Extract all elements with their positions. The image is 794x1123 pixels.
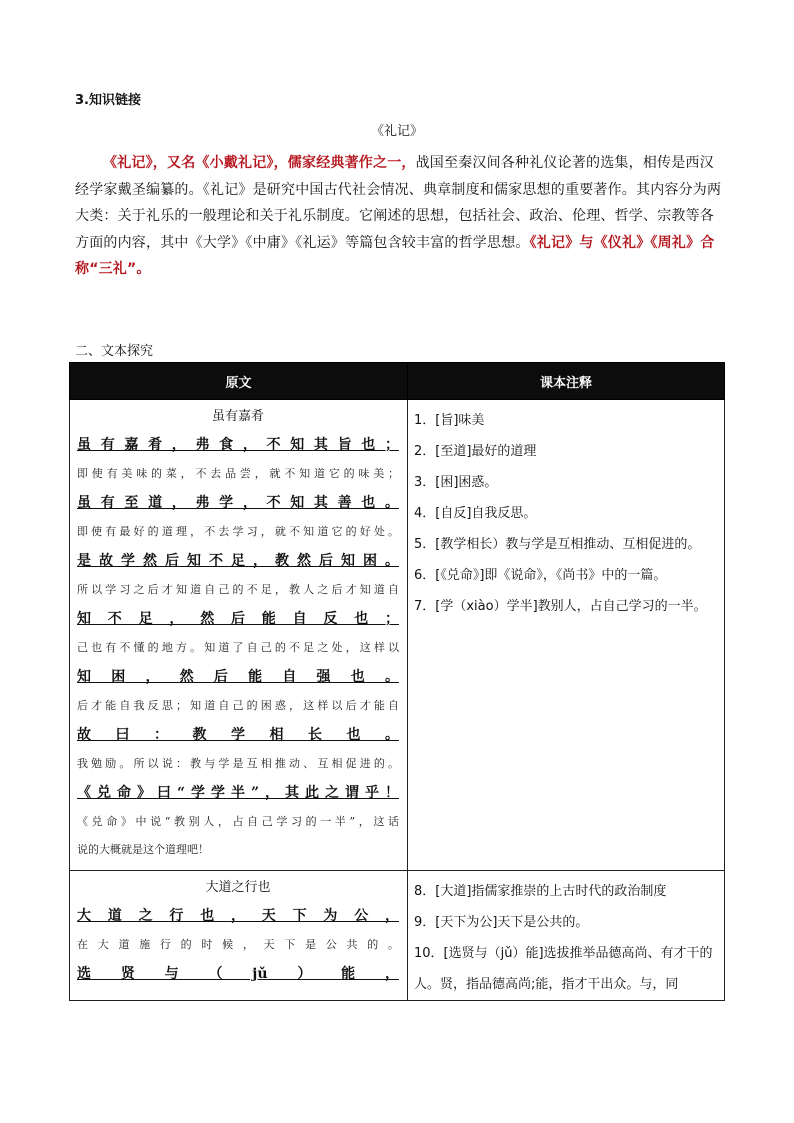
header-original-text: 原文 <box>70 363 408 400</box>
translation-line: 在大道施行的时候，天下是公共的。 <box>77 938 399 951</box>
table-header-row <box>70 363 725 400</box>
original-line: 虽有嘉肴，弗食，不知其旨也； <box>77 437 399 453</box>
section-text-heading: 二、文本探究 <box>75 344 154 359</box>
translation-line: 说的大概就是这个道理吧！ <box>77 843 209 856</box>
intro-paragraph <box>75 150 723 283</box>
original-line: 虽有至道，弗学，不知其善也。 <box>77 495 399 511</box>
note-item: 10．[选贤与（jǔ）能]选拔推举品德高尚、有才干的人。贤，指品德高尚;能，指才干出众。与，同 <box>414 946 713 992</box>
original-line: 《兑命》曰“学学半”，其此之谓乎！ <box>77 785 399 801</box>
table-row <box>70 400 725 871</box>
original-text-cell <box>70 871 408 1001</box>
translation-line: 我勉励。所以说：教与学是互相推动、互相促进的。 <box>77 757 399 770</box>
original-line: 选贤与（jǔ）能， <box>77 966 399 982</box>
translation-line: 后才能自我反思；知道自己的困惑，这样以后才能自 <box>77 699 399 712</box>
translation-line: 所以学习之后才知道自己的不足，教人之后才知道自 <box>77 583 399 596</box>
note-item: 1．[旨]味美 <box>414 413 485 428</box>
note-item: 6．[《兑命》]即《说命》，《尚书》中的一篇。 <box>414 568 667 583</box>
header-textbook-notes: 课本注释 <box>408 363 725 400</box>
original-line: 大道之行也，天下为公， <box>77 908 399 924</box>
text-study-table <box>69 362 725 1001</box>
notes-cell <box>408 400 725 871</box>
original-line: 是故学然后知不足，教然后知困。 <box>77 553 399 569</box>
passage-title: 大道之行也 <box>205 880 271 895</box>
note-item: 5．[教学相长）教与学是互相推动、互相促进的。 <box>414 537 701 552</box>
note-item: 8．[大道]指儒家推崇的上古时代的政治制度 <box>414 884 667 899</box>
original-line: 故曰：教学相长也。 <box>77 727 399 743</box>
original-text-cell <box>70 400 408 871</box>
original-line: 知不足，然后能自反也； <box>77 611 399 627</box>
note-item: 7．[学（xiào）学半]教别人，占自己学习的一半。 <box>414 599 707 614</box>
intro-body: 战国至秦汉间各种礼仪论著的选集，相传是西汉经学家戴圣编纂的。《礼记》是研究中国古代社会情况、典章制度和儒家思想的重要著作。其内容分为两大类：关于礼乐的一般理论和关于礼乐制度。它阐述的思想，包括社会、政治、伦理、哲学、宗教等各方面的内容，其中《大学》《中庸》《礼运》等篇包含较丰富的哲学思想。 <box>75 155 722 251</box>
notes-cell <box>408 871 725 1001</box>
translation-line: 即使有美味的菜，不去品尝，就不知道它的味美； <box>77 467 399 480</box>
passage-title: 虽有嘉肴 <box>211 409 264 424</box>
note-item: 9．[天下为公]天下是公共的。 <box>414 915 589 930</box>
original-line: 知困，然后能自强也。 <box>77 669 399 685</box>
translation-line: 己也有不懂的地方。知道了自己的不足之处，这样以 <box>77 641 399 654</box>
translation-line: 即使有最好的道理，不去学习，就不知道它的好处。 <box>77 525 399 538</box>
book-title: 《礼记》 <box>370 124 423 139</box>
intro-highlight-start: 《礼记》，又名《小戴礼记》，儒家经典著作之一， <box>103 155 416 171</box>
note-item: 3．[困]困惑。 <box>414 475 498 490</box>
table-row <box>70 871 725 1001</box>
intro-highlight-end: 《礼记》与《仪礼》《周礼》合称“三礼”。 <box>75 234 715 277</box>
note-item: 4．[自反]自我反思。 <box>414 506 537 521</box>
section-knowledge-heading: 3.知识链接 <box>75 93 141 108</box>
table-body <box>70 400 725 1001</box>
translation-line: 《兑命》中说“教别人，占自己学习的一半”，这话 <box>77 815 399 828</box>
note-item: 2．[至道]最好的道理 <box>414 444 537 459</box>
